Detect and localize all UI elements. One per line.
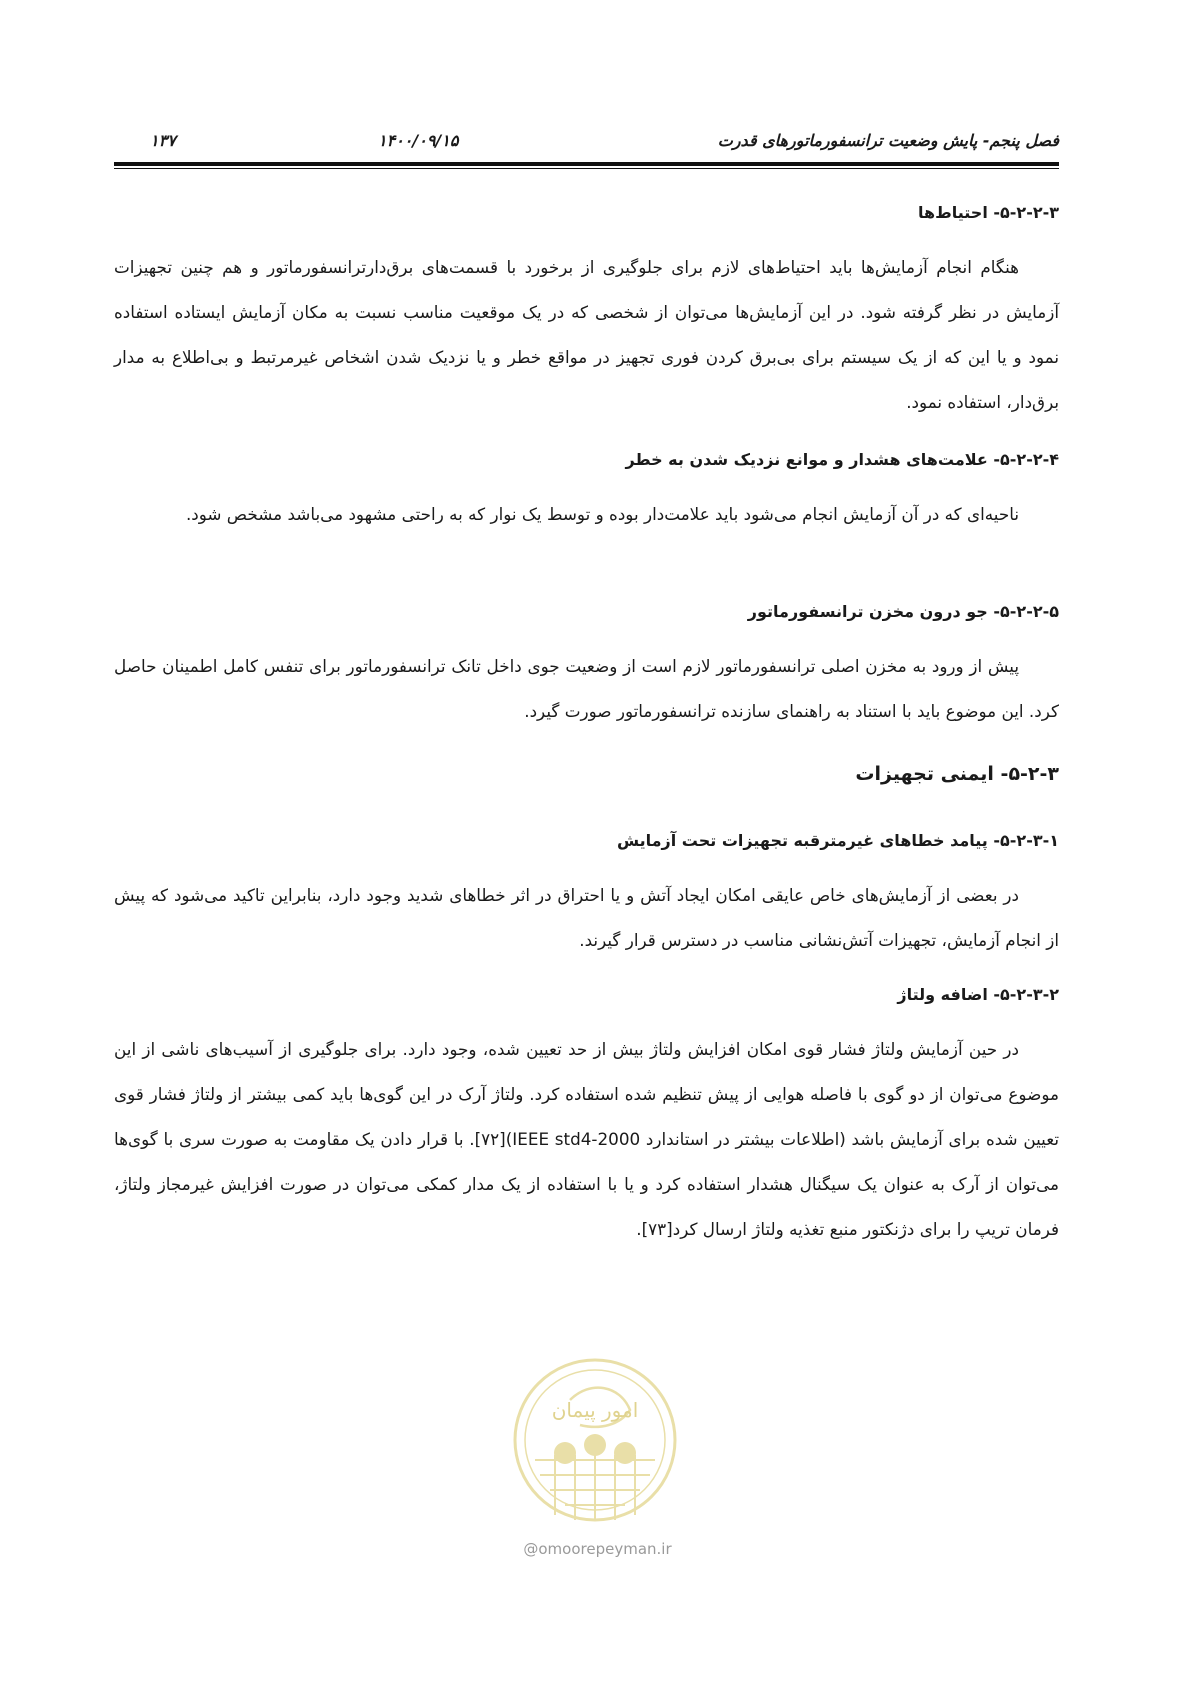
major-section-equipment-safety — [114, 758, 1059, 790]
section-precautions — [114, 198, 1059, 425]
section-heading: ۵-۲-۲-۳- احتیاط‌ها — [918, 203, 1059, 222]
standard-reference: IEEE std4-2000 — [512, 1129, 641, 1149]
paragraph-text-part1: در حین آزمایش ولتاژ فشار قوی امکان افزایش ولتاژ بیش از حد تعیین شده، وجود دارد. برای جلوگیری از آسیب‌های ناشی از این موضوع می‌توان از دو گوی با فاصله هوایی از پیش تنظیم شده استفاده کرد. ولتاژ آرک در این گوی‌ها باید کمی بیشتر از ولتاژ فشار قوی تعیین شده برای آزمایش باشد (اطلاعات بیشتر در استاندارد — [114, 1039, 1059, 1149]
citation[interactable]: [۷۲] — [474, 1129, 506, 1149]
header-rule-thick — [114, 162, 1059, 166]
running-header — [114, 127, 1059, 157]
section-heading: ۵-۲-۲-۵- جو درون مخزن ترانسفورماتور — [747, 602, 1059, 621]
header-date: ۱۴۰۰/۰۹/۱۵ — [378, 131, 459, 150]
section-paragraph: پیش از ورود به مخزن اصلی ترانسفورماتور لازم است از وضعیت جوی داخل تانک ترانسفورماتور برای تنفس کامل اطمینان حاصل کرد. این موضوع باید با استناد به راهنمای سازنده ترانسفورماتور صورت گیرد. — [114, 656, 1059, 721]
watermark-url: @omoorepeyman.ir — [523, 1540, 672, 1558]
section-paragraph: در حین آزمایش ولتاژ فشار قوی امکان افزایش ولتاژ بیش از حد تعیین شده، وجود دارد. برای جلوگیری از آسیب‌های ناشی از این موضوع می‌توان از دو گوی با فاصله هوایی از پیش تنظیم شده استفاده کرد. ولتاژ آرک در این گوی‌ها باید کمی بیشتر از ولتاژ فشار قوی تعیین شده برای آزمایش باشد (اطلاعات بیشتر در استاندارد IEEE std4-2000)[۷۲]. با قرار دادن یک مقاومت به صورت سری با گوی‌ها می‌توان از آرک به عنوان یک سیگنال هشدار استفاده کرد و یا با استفاده از یک مدار کمکی می‌توان در صورت افزایش غیرمجاز ولتاژ، فرمان تریپ را برای دژنکتور منبع تغذیه ولتاژ ارسال کرد[۷۳]. — [114, 1039, 1059, 1239]
section-heading: ۵-۲-۳-۲- اضافه ولتاژ — [897, 985, 1059, 1004]
section-paragraph: در بعضی از آزمایش‌های خاص عایقی امکان ایجاد آتش و یا احتراق در اثر خطاهای شدید وجود دارد، بنابراین تاکید می‌شود که پیش از انجام آزمایش، تجهیزات آتش‌نشانی مناسب در دسترس قرار گیرند. — [114, 885, 1059, 950]
section-paragraph: ناحیه‌ای که در آن آزمایش انجام می‌شود باید علامت‌دار بوده و توسط یک نوار که به راحتی مشهود می‌باشد مشخص شود. — [185, 504, 1019, 524]
citation[interactable]: [۷۳] — [641, 1219, 673, 1239]
paragraph-text-part2: . با قرار دادن یک مقاومت به صورت سری با گوی‌ها می‌توان از آرک به عنوان یک سیگنال هشدار استفاده کرد و یا با استفاده از یک مدار کمکی می‌توان در صورت افزایش غیرمجاز ولتاژ، فرمان تریپ را برای دژنکتور منبع تغذیه ولتاژ ارسال کرد — [114, 1129, 1059, 1239]
page-number: ۱۳۷ — [150, 131, 176, 150]
subsection-overvoltage — [114, 980, 1059, 1252]
section-tank-atmosphere — [114, 597, 1059, 734]
watermark-logo — [510, 1355, 680, 1525]
subsection-unexpected-faults — [114, 826, 1059, 963]
watermark-logo-text: امور پیمان — [551, 1398, 639, 1422]
major-section-heading: ۵-۲-۳- ایمنی تجهیزات — [855, 763, 1059, 785]
header-rule-thin — [114, 168, 1059, 169]
section-warning-signs — [114, 445, 1059, 537]
paragraph-end: . — [636, 1219, 642, 1239]
section-paragraph: هنگام انجام آزمایش‌ها باید احتیاط‌های لازم برای جلوگیری از برخورد با قسمت‌های برق‌دارترانسفورماتور و هم چنین تجهیزات آزمایش در نظر گرفته شود. در این آزمایش‌ها می‌توان از شخصی که در یک موقعیت مناسب نسبت به مکان آزمایش ایستاده استفاده نمود و یا این که از یک سیستم برای بی‌برق کردن فوری تجهیز در مواقع خطر و یا نزدیک شدن اشخاص غیرمرتبط و بی‌اطلاع به مدار برق‌دار، استفاده نمود. — [114, 257, 1059, 412]
chapter-title: فصل پنجم- پایش وضعیت ترانسفورماتورهای قدرت — [717, 131, 1059, 150]
section-heading: ۵-۲-۳-۱- پیامد خطاهای غیرمترقبه تجهیزات تحت آزمایش — [616, 831, 1059, 850]
section-heading: ۵-۲-۲-۴- علامت‌های هشدار و موانع نزدیک شدن به خطر — [625, 450, 1059, 469]
